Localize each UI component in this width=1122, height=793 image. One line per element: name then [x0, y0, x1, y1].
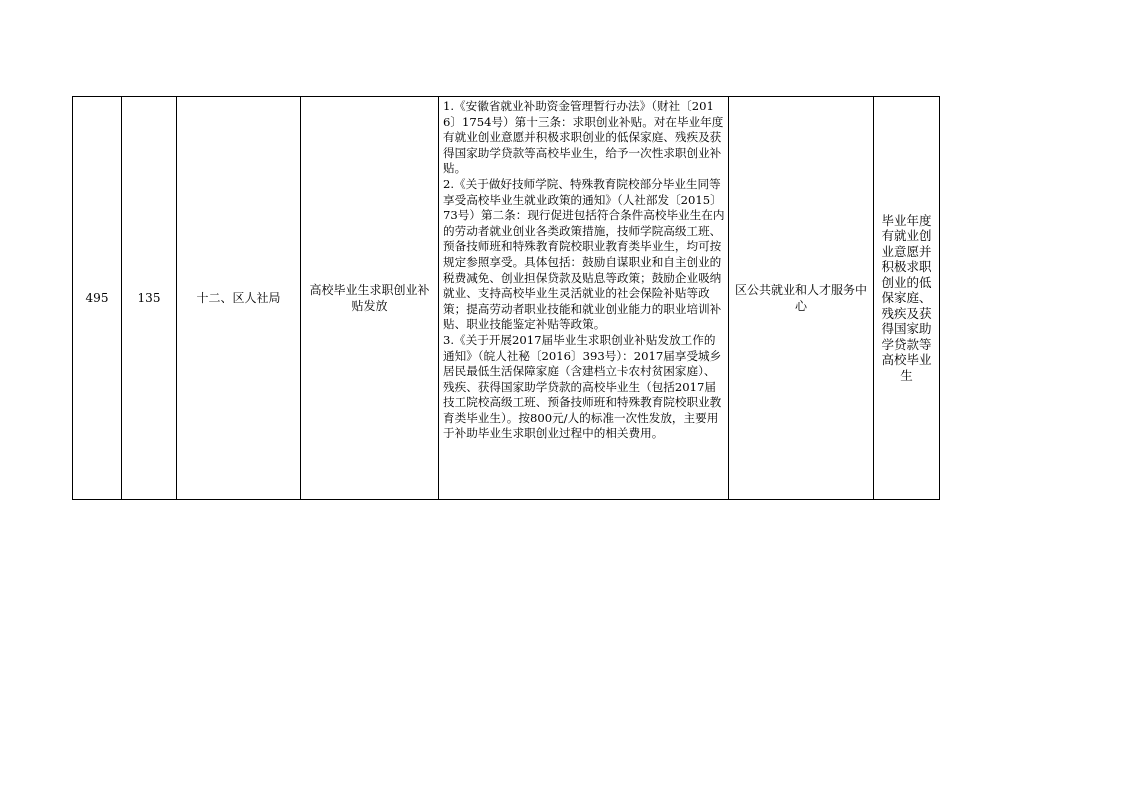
- implementing-body-cell: 区公共就业和人才服务中心: [729, 97, 874, 500]
- item-table: [72, 96, 940, 500]
- seq-cell: 495: [73, 97, 122, 500]
- table-row: [73, 97, 940, 500]
- basis-paragraph-2: 2.《关于做好技师学院、特殊教育院校部分毕业生同等享受高校毕业生就业政策的通知》（人社部发〔2015〕73号）第二条：现行促进包括符合条件高校毕业生在内的劳动者就业创业各类政策措施，技师学院高级工班、预备技师班和特殊教育院校职业教育类毕业生，均可按规定参照享受。具体包括：鼓励自谋职业和自主创业的税费减免、创业担保贷款及贴息等政策；鼓励企业吸纳就业、支持高校毕业生灵活就业的社会保险补贴等政策；提高劳动者职业技能和就业创业能力的职业培训补贴、职业技能鉴定补贴等政策。: [443, 176, 725, 332]
- basis-cell: [439, 97, 729, 500]
- basis-paragraph-3: 3.《关于开展2017届毕业生求职创业补贴发放工作的通知》（皖人社秘〔2016〕393号）：2017届享受城乡居民最低生活保障家庭（含建档立卡农村贫困家庭）、残疾、获得国家助学贷款的高校毕业生（包括2017届技工院校高级工班、预备技师班和特殊教育院校职业教育类毕业生）。按800元/人的标准一次性发放，主要用于补助毕业生求职创业过程中的相关费用。: [443, 332, 722, 441]
- basis-paragraph-1: 1.《安徽省就业补助资金管理暂行办法》（财社〔2016〕1754号）第十三条：求职创业补贴。对在毕业年度有就业创业意愿并积极求职创业的低保家庭、残疾及获得国家助学贷款等高校毕业生，给予一次性求职创业补贴。: [443, 99, 724, 176]
- item-no-cell: 135: [122, 97, 177, 500]
- item-name-cell: 高校毕业生求职创业补贴发放: [301, 97, 439, 500]
- service-object-cell: 毕业年度有就业创业意愿并积极求职创业的低保家庭、残疾及获得国家助学贷款等高校毕业生: [874, 97, 940, 500]
- department-cell: 十二、区人社局: [177, 97, 301, 500]
